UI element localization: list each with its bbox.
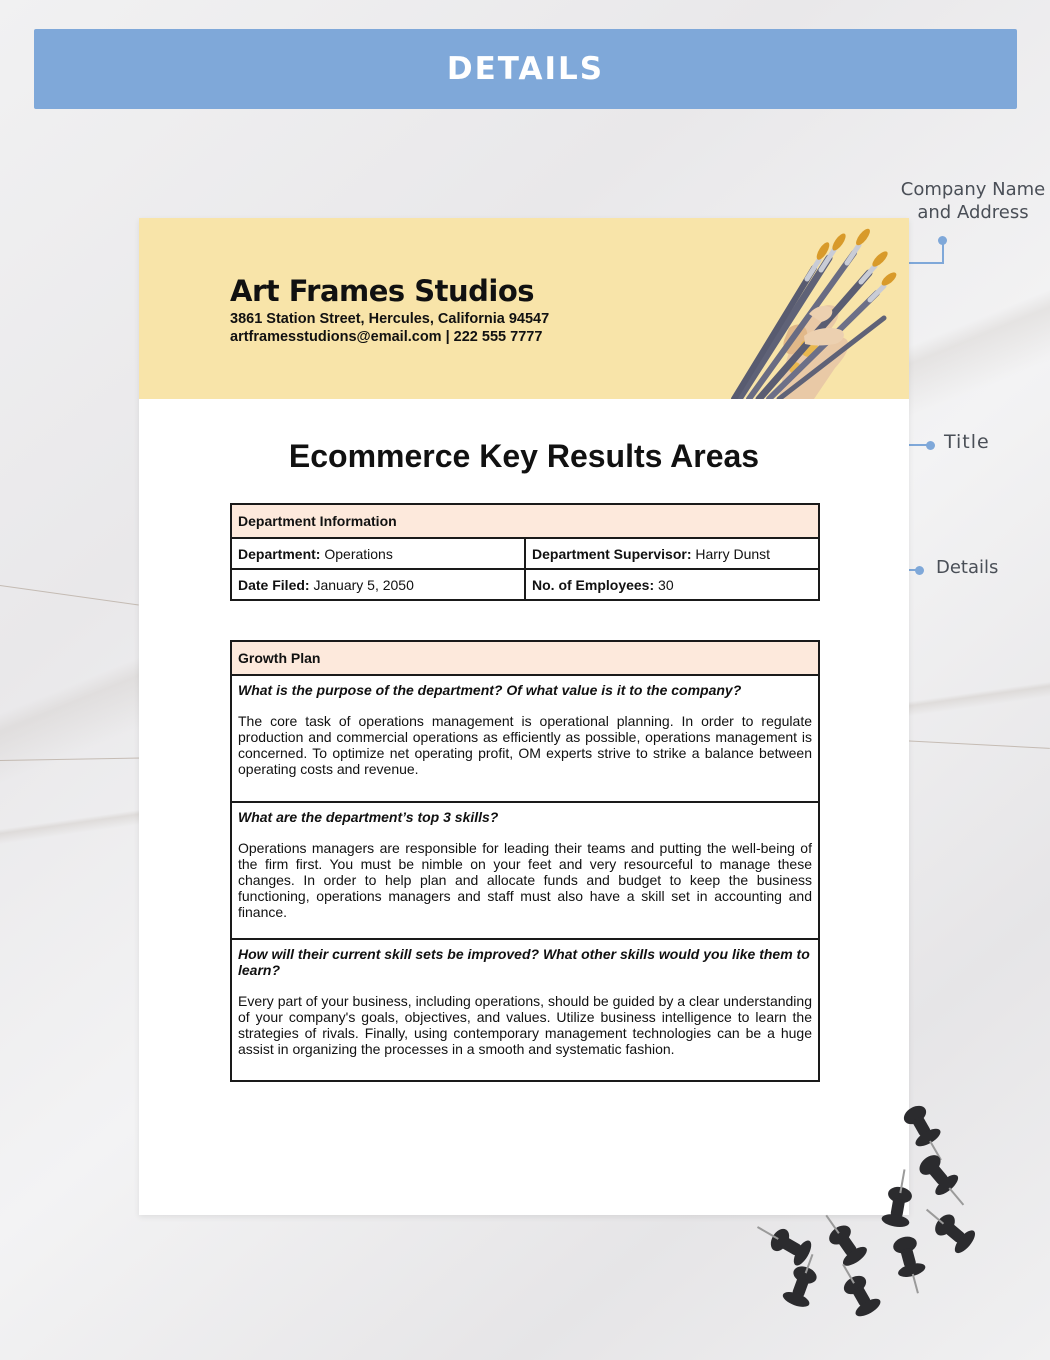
banner-title: DETAILS — [446, 51, 605, 87]
marble-vein — [900, 740, 1050, 749]
company-name: Art Frames Studios — [230, 274, 535, 308]
department-info-heading: Department Information — [231, 504, 819, 538]
document-title: Ecommerce Key Results Areas — [288, 438, 760, 474]
letterhead — [139, 218, 909, 399]
details-banner — [34, 29, 1017, 109]
marble-vein — [0, 585, 139, 605]
growth-plan-question: How will their current skill sets be improved? What other skills would you like them to learn? — [238, 946, 810, 978]
growth-plan-heading: Growth Plan — [231, 641, 819, 675]
callout-company-label — [900, 178, 1046, 224]
callout-title-label: Title — [944, 431, 990, 453]
callout-company-line1: Company Name — [900, 179, 1046, 200]
callout-details-label: Details — [936, 557, 999, 578]
growth-plan-item — [231, 675, 819, 802]
department-cell — [231, 538, 525, 569]
callout-company-connector — [942, 242, 944, 264]
growth-plan-question: What are the department’s top 3 skills? — [238, 809, 499, 825]
growth-plan-answer: Every part of your business, including operations, should be guided by a clear understanding of your company's goals, objectives, and values. Utilize business intelligence to learn the strategies of rivals. Finally, using contemporary management technologies can be a huge assist in organizing the processes in a smooth and systematic fashion. — [238, 993, 812, 1057]
department-info-table — [230, 503, 820, 601]
department-value: Operations — [324, 545, 393, 562]
supervisor-value: Harry Dunst — [695, 545, 771, 562]
date-filed-label: Date Filed: — [238, 576, 310, 593]
callout-company-line2: and Address — [917, 202, 1029, 223]
growth-plan-answer: The core task of operations management is operational planning. In order to regulate production and commercial operations as efficiently as possible, operations management is concerned. To optimize net operating profit, OM experts strive to strike a balance between operating costs and revenue. — [238, 713, 812, 777]
supervisor-cell — [525, 538, 819, 569]
paintbrush-hand-image — [609, 218, 909, 399]
growth-plan-item — [231, 939, 819, 1081]
supervisor-label: Department Supervisor: — [532, 545, 692, 562]
company-address: 3861 Station Street, Hercules, California 94547 — [230, 311, 550, 327]
callout-company-dot — [938, 236, 947, 245]
growth-plan-table — [230, 640, 820, 1082]
date-filed-cell — [231, 569, 525, 600]
document-page — [139, 218, 909, 1215]
employees-value: 30 — [658, 576, 674, 593]
employees-cell — [525, 569, 819, 600]
department-label: Department: — [238, 545, 321, 562]
employees-label: No. of Employees: — [532, 576, 655, 593]
callout-title-dot — [926, 441, 935, 450]
push-pins-decoration — [740, 1090, 1040, 1350]
growth-plan-item — [231, 802, 819, 939]
growth-plan-answer: Operations managers are responsible for leading their teams and putting the well-being of the firm first. You must be nimble on your feet and very resourceful to manage these changes. In order to help plan and allocate funds and budget to keep the business functioning, operations managers and staff must also have a skill set in accounting and finance. — [238, 840, 812, 920]
callout-details-dot — [915, 566, 924, 575]
date-filed-value: January 5, 2050 — [313, 576, 414, 593]
company-contact: artframesstudions@email.com | 222 555 7777 — [230, 329, 543, 345]
growth-plan-question: What is the purpose of the department? Of what value is it to the company? — [238, 682, 742, 698]
